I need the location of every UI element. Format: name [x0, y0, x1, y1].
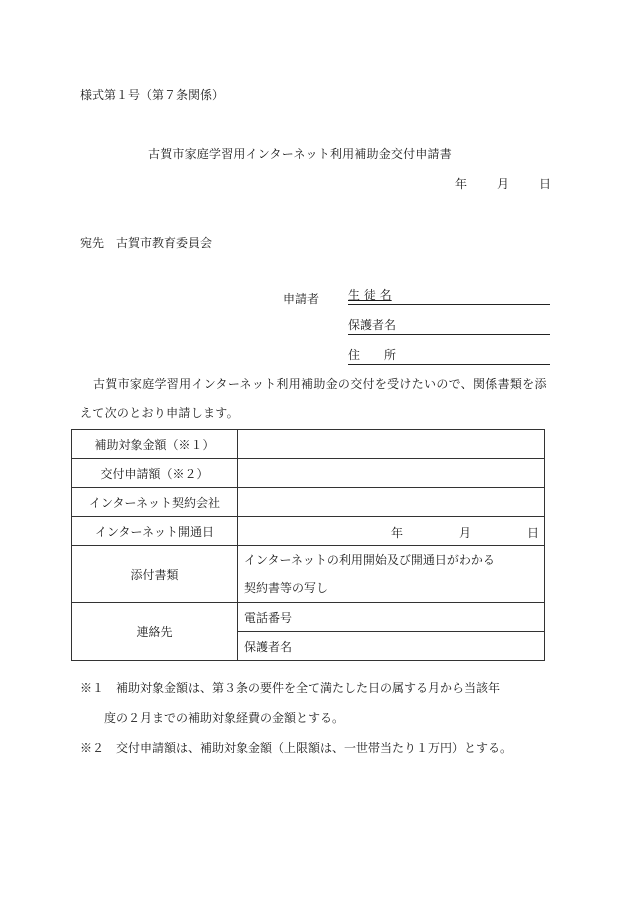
phone-field[interactable]: [238, 603, 545, 632]
start-date-field[interactable]: [238, 517, 545, 546]
phone-label: 電話番号: [244, 610, 293, 625]
page-title: 古賀市家庭学習用インターネット利用補助金交付申請書: [148, 147, 452, 161]
attachments-label: 添付書類: [72, 546, 238, 603]
guardian-name-label: 保護者名: [348, 318, 397, 332]
attachments-line1: インターネットの利用開始及び開通日がわかる: [244, 553, 495, 567]
contact-guardian-label: 保護者名: [244, 639, 293, 654]
student-name-label: 生 徒 名: [348, 288, 392, 302]
subsidy-amount-field[interactable]: [238, 430, 545, 459]
note-1: ※１ 補助対象金額は、第３条の要件を全て満たした日の属する月から当該年: [80, 681, 501, 695]
guardian-name-field[interactable]: [348, 316, 550, 335]
table-row: [72, 488, 545, 517]
address-label: 住 所: [348, 348, 397, 362]
date-month: 月: [497, 177, 510, 191]
date-day: 日: [539, 177, 552, 191]
table-row: [72, 459, 545, 488]
isp-field[interactable]: [238, 488, 545, 517]
start-day-label: 日: [527, 526, 540, 540]
start-year-label: 年: [391, 526, 404, 540]
attachments-line2: 契約書等の写し: [244, 581, 329, 595]
start-date-label: インターネット開通日: [72, 517, 238, 546]
subsidy-amount-label: 補助対象金額（※１）: [72, 430, 238, 459]
note-2: ※２ 交付申請額は、補助対象金額（上限額は、一世帯当たり１万円）とする。: [80, 741, 513, 755]
addressee: 宛先 古賀市教育委員会: [80, 236, 213, 250]
contact-label: 連絡先: [72, 603, 238, 661]
student-name-field[interactable]: [348, 286, 550, 305]
application-table: [71, 429, 545, 661]
table-row: [72, 603, 545, 632]
isp-label: インターネット契約会社: [72, 488, 238, 517]
contact-guardian-field[interactable]: [238, 632, 545, 661]
application-paragraph: 古賀市家庭学習用インターネット利用補助金の交付を受けたいので、関係書類を添えて次のとおり申請します。: [80, 377, 547, 420]
table-row: [72, 430, 545, 459]
date-year: 年: [455, 177, 468, 191]
note-1-continued: 度の２月までの補助対象経費の金額とする。: [104, 711, 345, 725]
requested-amount-label: 交付申請額（※２）: [72, 459, 238, 488]
table-row: [72, 546, 545, 603]
table-row: [72, 517, 545, 546]
address-field[interactable]: [348, 346, 550, 365]
date-line: [455, 175, 551, 192]
requested-amount-field[interactable]: [238, 459, 545, 488]
form-number: 様式第１号（第７条関係）: [80, 88, 225, 102]
applicant-label: 申請者: [283, 292, 320, 306]
attachments-content: [238, 546, 545, 603]
start-month-label: 月: [459, 526, 472, 540]
